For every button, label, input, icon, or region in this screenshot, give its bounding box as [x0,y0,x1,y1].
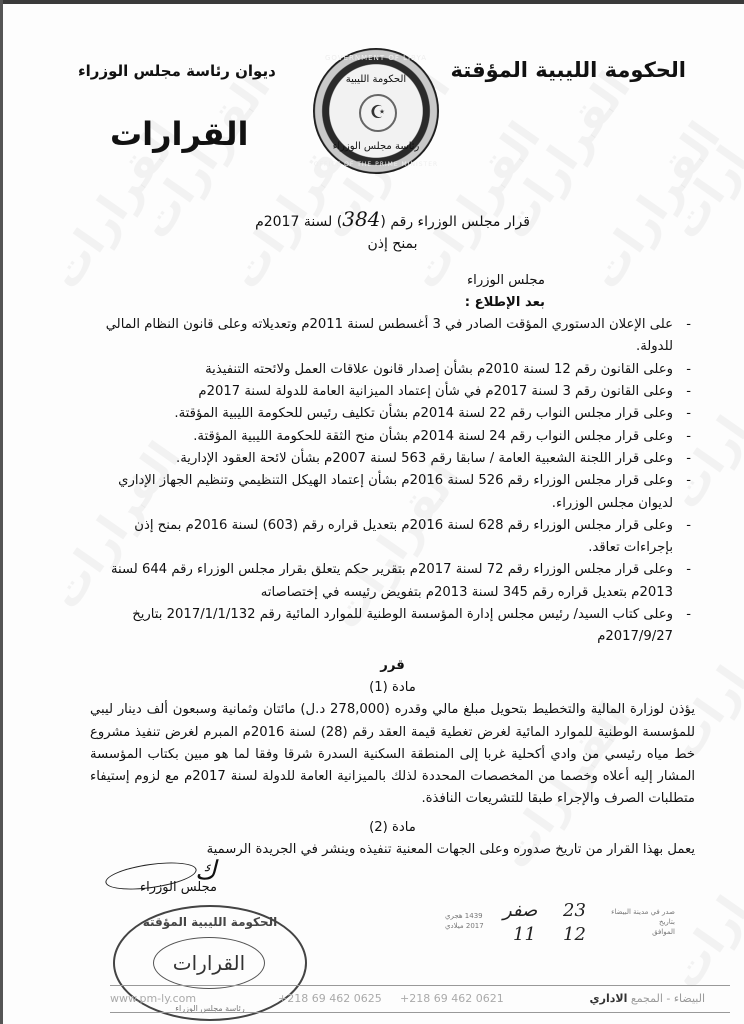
greg-day: 12 [563,924,586,945]
reference-item: - وعلى قرار مجلس النواب رقم 24 لسنة 2014م بشأن منح الثقة للحكومة الليبية المؤقتة. [90,426,695,448]
article-2-heading: مادة (2) [369,819,416,835]
issuance-date-box [445,900,675,950]
article-1-heading: مادة (1) [369,679,416,695]
greg-year: 2017 ميلادي [445,922,484,930]
hijri-day: 23 [563,900,586,921]
letterhead-footer [110,985,730,1013]
article-1-text: يؤذن لوزارة المالية والتخطيط بتحويل مبلغ مالي وقدره (278,000 د.ل) مائتان وثمانية وسبعون ألف دينار ليبي للمؤسسة الوطنية للموارد المائية لغرض تغطية قيمة العقد رقم (28) لسنة 2016م المبرم لغرض تنفيذ مشروع خط مياه رئيسي من وادي أكحلية غربا إلى المنطقة السكنية السدرة شرقا وفقا لما هو مبين بكتاب المؤسسة المشار إليه أعلاه وخصما من المخصصات المحددة لذلك بالميزانية العامة للدولة لسنة 2017م مع لزوم إستيفاء متطلبات الصرف والإجراء طبقا للتشريعات النافذة. [90,702,695,807]
decision-subject: بمنح إذن [367,236,418,253]
references-list [90,314,695,648]
website-link[interactable]: www.pm-ly.com [110,992,197,1005]
signatory-label: مجلس الوزراء [140,880,217,895]
receipt-label-corresponding: الموافق [652,928,675,936]
article-2-text: يعمل بهذا القرار من تاريخ صدوره وعلى الجهات المعنية تنفيذه وينشر في الجريدة الرسمية [206,842,695,858]
seal-english-top: GOVERNMENT OF LIBYA [325,54,427,62]
reference-item: - وعلى قرار مجلس الوزراء رقم 72 لسنة 2017م بتقرير حكم يتعلق بقرار مجلس الوزراء رقم 644 لسنة 2013م بتعديل قراره رقم 345 لسنة 2013م بتفويض رئيسه في إختصاصاته [90,559,695,604]
crescent-star-icon: ☪ [359,94,397,132]
stamp-center-text: القرارات [153,937,265,989]
reference-item: - على الإعلان الدستوري المؤقت الصادر في 3 أغسطس لسنة 2011م وتعديلاته وعلى قانون النظام المالي للدولة. [90,314,695,359]
seal-arabic-bottom: رئاسة مجلس الوزراء [332,141,420,152]
hijri-month: صفر [503,900,538,921]
seal-arabic-top: الحكومة الليبية [345,74,407,85]
phone-number: +218 69 462 0621 [400,992,504,1005]
reference-item: - وعلى كتاب السيد/ رئيس مجلس إدارة المؤسسة الوطنية للموارد المائية رقم 2017/1/1/132 بتاريخ 2017/9/27م [90,604,695,649]
government-title: الحكومة الليبية المؤقتة [450,58,686,82]
office-title: ديوان رئاسة مجلس الوزراء [78,62,276,80]
address: البيضاء - المجمع الاداري [589,992,705,1005]
reference-item: - وعلى القانون رقم 3 لسنة 2017م في شأن إعتماد الميزانية العامة للدولة لسنة 2017م [90,381,695,403]
reference-item: - وعلى القانون رقم 12 لسنة 2010م بشأن إصدار قانون علاقات العمل ولائحته التنفيذية [90,359,695,381]
signature-scribble: ك [195,856,217,886]
decision-title: قرار مجلس الوزراء رقم (384) لسنة 2017م [255,207,530,231]
preamble-intro: بعد الإطلاع : [464,294,545,310]
reference-item: - وعلى قرار مجلس الوزراء رقم 628 لسنة 2016م بتعديل قراره رقم (603) لسنة 2016م بمنح إذن بإجراءات تعاقد. [90,515,695,560]
scan-top-edge [0,0,744,4]
seal-english-bottom: OFFICE OF THE PRIME MINISTER [313,161,439,168]
reference-item: - وعلى قرار مجلس الوزراء رقم 526 لسنة 2016م بشأن إعتماد الهيكل التنظيمي وتنظيم الجهاز الإداري لديوان مجلس الوزراء. [90,470,695,515]
government-seal [313,48,439,174]
stamp-bottom-text: رئاسة مجلس الوزراء [175,1004,245,1013]
hijri-year: 1439 هجري [445,912,483,920]
receipt-label-city: صدر في مدينة البيضاء [611,908,675,916]
issuer: مجلس الوزراء [466,272,545,288]
decision-document [90,200,695,861]
section-title: القرارات [110,115,249,153]
resolved-label: قرر [380,657,405,673]
scan-left-edge [0,0,3,1024]
reference-item: - وعلى قرار مجلس النواب رقم 22 لسنة 2014م بشأن تكليف رئيس للحكومة الليبية المؤقتة. [90,403,695,425]
decision-number: 384 [342,207,381,231]
reference-item: - وعلى قرار اللجنة الشعبية العامة / سابقا رقم 563 لسنة 2007م بشأن لائحة العقود الإدارية. [90,448,695,470]
stamp-outer-text: الحكومة الليبية المؤقتة [142,915,278,929]
fax-number: +218 69 462 0625 [278,992,382,1005]
receipt-label-date: بتاريخ [658,918,675,926]
greg-month: 11 [513,924,536,945]
